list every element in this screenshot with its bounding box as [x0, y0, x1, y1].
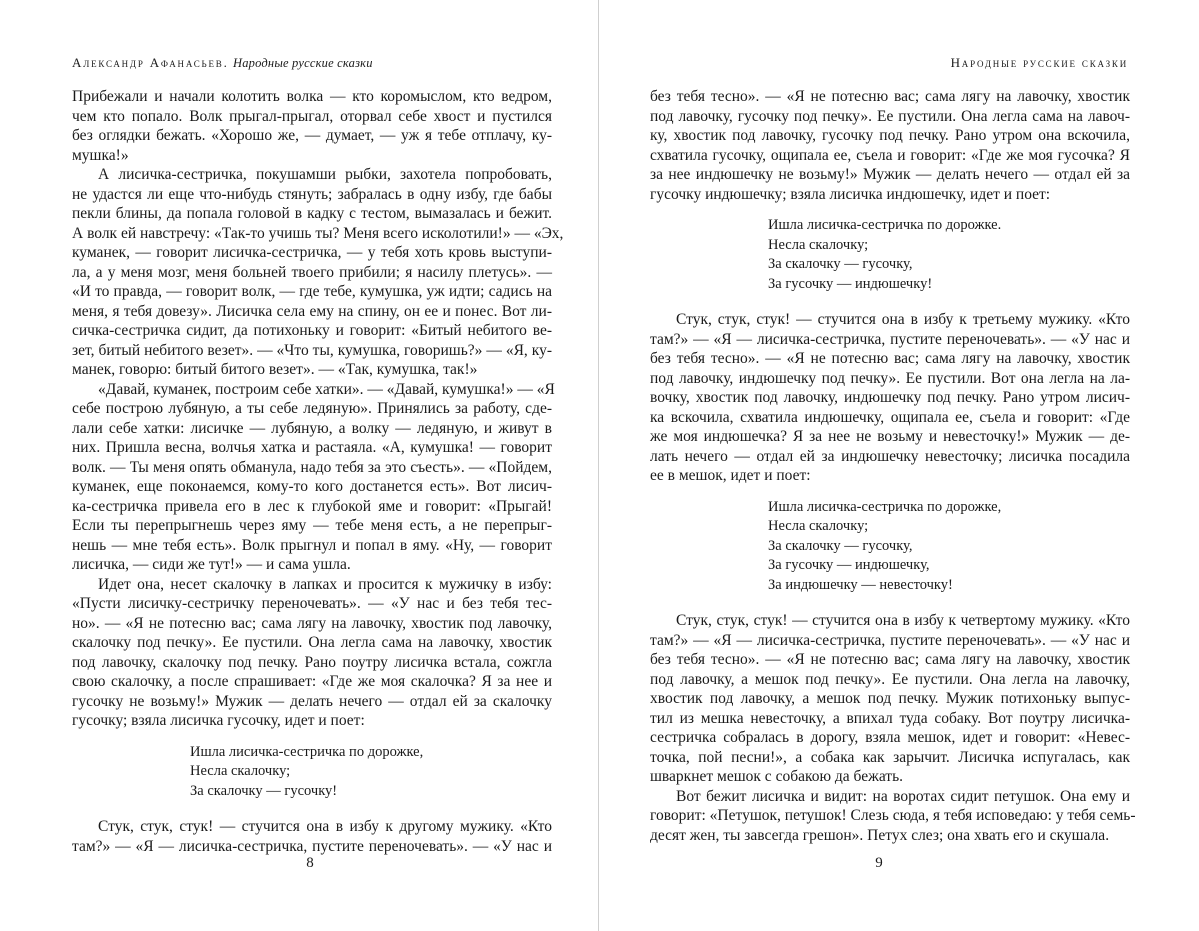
- paragraph: [650, 310, 1130, 486]
- text-line: без тебя тесно». — «Я не потесню вас; сама лягу на лавочку, хвостик: [650, 350, 1130, 367]
- text-line: под лавочку, гусочку под печку». Ее пустили. Она легла сама на лавоч-: [650, 107, 1130, 125]
- verse-line: Ишла лисичка-сестричка по дорожке.: [768, 217, 1002, 233]
- text-line: куманек, еще поконаемся, кому-то кого достанется есть». Вот лисич-: [72, 478, 552, 495]
- paragraph: [72, 87, 552, 165]
- text-line: ла, а у меня мозг, меня больней твоего прибили; я насилу плетусь». —: [72, 263, 552, 281]
- text-line: них. Пришла весна, волчья хатка и растаяла. «А, кумушка! — говорит: [72, 439, 552, 456]
- text-line: под лавочку, индюшечку под печку». Ее пустили. Вот она легла на ла-: [650, 369, 1130, 387]
- paragraph: [650, 787, 1136, 846]
- verse-line: За гусочку — индюшечку!: [768, 275, 933, 292]
- text-line: свою скалочку, а после спрашивает: «Где же моя скалочка? Я за нее и: [72, 673, 552, 690]
- text-line: же моя индюшечка? Я за нее не возьму и невесточку!» Мужик — де-: [650, 428, 1130, 445]
- text-line: вочку, хвостик под лавочку, индюшечку под печку. Рано утром лисич-: [650, 389, 1130, 406]
- text-line: Прибежали и начали колотить волка — кто коромыслом, кто ведром,: [72, 88, 552, 105]
- text-line: не удастся ли еще что-нибудь стянуть; забралась в одну избу, где бабы: [72, 185, 552, 203]
- text-line: меня, я тебя довезу». Лисичка села ему на спину, он ее и понес. Вот ли-: [72, 302, 552, 320]
- paragraph: [72, 380, 555, 575]
- text-line: Если ты перепрыгнешь через яму — тебе меня есть, а не перепрыг-: [72, 517, 552, 534]
- text-line: куманек, — говорит лисичка-сестричка, — у тебя хоть кровь выступи-: [72, 244, 552, 261]
- paragraph: [650, 87, 1130, 204]
- text-line: ка вскочила, схватила индюшечку, ощипала ее, съела и говорит: «Где: [650, 408, 1130, 426]
- text-line: гусочку не возьму!» Мужик — делать нечего — отдал ей за скалочку: [72, 692, 552, 710]
- verse-line: Несла скалочку;: [190, 763, 291, 779]
- text-line: чем кто попало. Волк прыгал-прыгал, оторвал себе хвост и пустился: [72, 107, 552, 125]
- text-line: там?» — «Я — лисичка-сестричка, пустите переночевать». — «У нас и: [650, 330, 1130, 348]
- text-line: зет, битый небитого везет». — «Что ты, кумушка, говоришь?» — «Я, ку-: [72, 341, 552, 359]
- text-line: без оглядки бежать. «Хорошо же, — думает, — уж я тебе отплачу, ку-: [72, 127, 552, 144]
- text-line: «Давай, куманек, построим себе хатки». — «Давай, кумушка!» — «Я: [98, 380, 555, 398]
- verse-block: [768, 216, 1130, 294]
- text-line: гусочку индюшечку; взяла лисичка индюшечку, идет и поет:: [650, 185, 1051, 203]
- text-line: там?» — «Я — лисичка-сестричка, пустите переночевать». — «У нас и: [650, 631, 1130, 649]
- text-line: хвостик под лавочку, а мешок под печку. Мужик потихоньку выпус-: [650, 690, 1130, 707]
- page-number: 9: [875, 855, 883, 871]
- header-author: Александр Афанасьев.: [72, 55, 229, 70]
- verse-line: Ишла лисичка-сестричка по дорожке,: [190, 743, 424, 760]
- text-line: ка-сестричка привела его в лес к глубокой яме и говорит: «Прыгай!: [72, 497, 552, 515]
- verse-line: Несла скалочку;: [768, 518, 869, 534]
- verse-line: За скалочку — гусочку!: [190, 782, 338, 799]
- text-line: пекли блины, да попала головой в кадку с тестом, вымазалась и бежит.: [72, 205, 552, 222]
- page-number: 8: [306, 855, 314, 871]
- text-line: лали себе хатки: лисичке — лубяную, а волку — ледяную, и живут в: [72, 419, 552, 437]
- text-line: манек, говорю: битый битого везет». — «Так, кумушка, так!»: [72, 361, 478, 378]
- text-line: Стук, стук, стук! — стучится она в избу к четвертому мужику. «Кто: [676, 612, 1130, 629]
- verse-line: За скалочку — гусочку,: [768, 537, 913, 554]
- verse-line: Ишла лисичка-сестричка по дорожке,: [768, 498, 1002, 515]
- text-line: ее в мешок, идет и поет:: [650, 467, 811, 484]
- text-line: под лавочку, скалочку под печку. Рано поутру лисичка встала, сожгла: [72, 653, 552, 671]
- text-line: мушка!»: [72, 146, 129, 164]
- header-book-title: Народные русские сказки: [950, 55, 1128, 70]
- text-line: Стук, стук, стук! — стучится она в избу к третьему мужику. «Кто: [676, 311, 1130, 328]
- right-page: [599, 0, 1199, 931]
- page-body-text: [72, 87, 564, 856]
- text-line: Вот бежит лисичка и видит: на воротах сидит петушок. Она ему и: [676, 787, 1130, 805]
- text-line: А лисичка-сестричка, покушамши рыбки, захотела попробовать,: [98, 166, 552, 183]
- paragraph: [72, 165, 564, 380]
- page-body-text: [650, 87, 1136, 845]
- text-line: без тебя тесно». — «Я не потесню вас; сама лягу на лавочку, хвостик: [650, 88, 1130, 105]
- text-line: лисичка, — сиди же тут!» — и сама ушла.: [72, 556, 351, 573]
- text-line: десят жен, ты завсегда грешон». Петух слез; она хвать его и скушала.: [650, 826, 1110, 844]
- running-header-right: [951, 55, 1128, 71]
- text-line: нешь — мне тебя есть». Волк прыгнул и попал в яму. «Ну, — говорит: [72, 536, 552, 554]
- text-line: лать нечего — отдал ей за индюшечку невесточку; лисичка посадила: [650, 447, 1130, 465]
- text-line: но». — «Я не потесню вас; сама лягу на лавочку, хвостик под лавочку,: [72, 614, 552, 632]
- text-line: схватила гусочку, ощипала ее, съела и говорит: «Где же моя гусочка? Я: [650, 146, 1130, 164]
- verse-line: За скалочку — гусочку,: [768, 256, 913, 272]
- text-line: тил из мешка невесточку, а впихал туда собаку. Вот поутру лисичка-: [650, 709, 1130, 727]
- verse-block: [190, 743, 552, 802]
- text-line: «И то правда, — говорит волк, — где тебе, кумушка, уж идти; садись на: [72, 283, 552, 300]
- text-line: ку, хвостик под лавочку, гусочку под печку. Рано утром она вскочила,: [650, 127, 1130, 144]
- text-line: «Пусти лисичку-сестричку переночевать». — «У нас и без тебя тес-: [72, 595, 552, 612]
- text-line: под лавочку, а мешок под печку». Ее пустили. Она легла на лавочку,: [650, 670, 1130, 688]
- text-line: говорит: «Петушок, петушок! Слезь сюда, я тебя исповедаю: у тебя семь-: [650, 807, 1136, 824]
- left-page: [0, 0, 598, 931]
- verse-block: [768, 498, 1130, 596]
- verse-line: Несла скалочку;: [768, 236, 869, 253]
- text-line: гусочку; взяла лисичка гусочку, идет и поет:: [72, 712, 365, 729]
- text-line: Стук, стук, стук! — стучится она в избу к другому мужику. «Кто: [98, 818, 552, 835]
- text-line: скалочку под печку». Ее пустили. Она легла сама на лавочку, хвостик: [72, 634, 552, 651]
- text-line: себе построю лубяную, а ты себе ледяную». Принялись за работу, сде-: [72, 400, 552, 417]
- text-line: без тебя тесно». — «Я не потесню вас; сама лягу на лавочку, хвостик: [650, 651, 1130, 668]
- verse-line: За индюшечку — невесточку!: [768, 576, 953, 593]
- text-line: сестричка собралась в дорогу, взяла мешок, идет и говорит: «Невес-: [650, 729, 1130, 746]
- text-line: А волк ей навстречу: «Так-то учишь ты? Меня всего исколотили!» — «Эх,: [72, 224, 564, 242]
- text-line: за нее индюшечку не возьму!» Мужик — делать нечего — отдал ей за: [650, 166, 1130, 183]
- text-line: сичка-сестричка сидит, да потихоньку и говорит: «Битый небитого ве-: [72, 322, 552, 339]
- running-header-left: [72, 55, 373, 71]
- text-line: волк. — Ты меня опять обманула, надо тебя за это съесть». — «Пойдем,: [72, 458, 552, 476]
- text-line: там?» — «Я — лисичка-сестричка, пустите переночевать». — «У нас и: [72, 837, 552, 855]
- paragraph: [72, 817, 552, 856]
- header-book-title: Народные русские сказки: [232, 56, 373, 70]
- text-line: точка, пой песни!», а собака как зарычит. Лисичка испугалась, как: [650, 748, 1130, 766]
- text-line: Идет она, несет скалочку в лапках и просится к мужичку в избу:: [98, 575, 552, 593]
- paragraph: [72, 575, 552, 731]
- paragraph: [650, 611, 1130, 787]
- text-line: шваркнет мешок с собакою да бежать.: [650, 768, 904, 785]
- verse-line: За гусочку — индюшечку,: [768, 557, 930, 573]
